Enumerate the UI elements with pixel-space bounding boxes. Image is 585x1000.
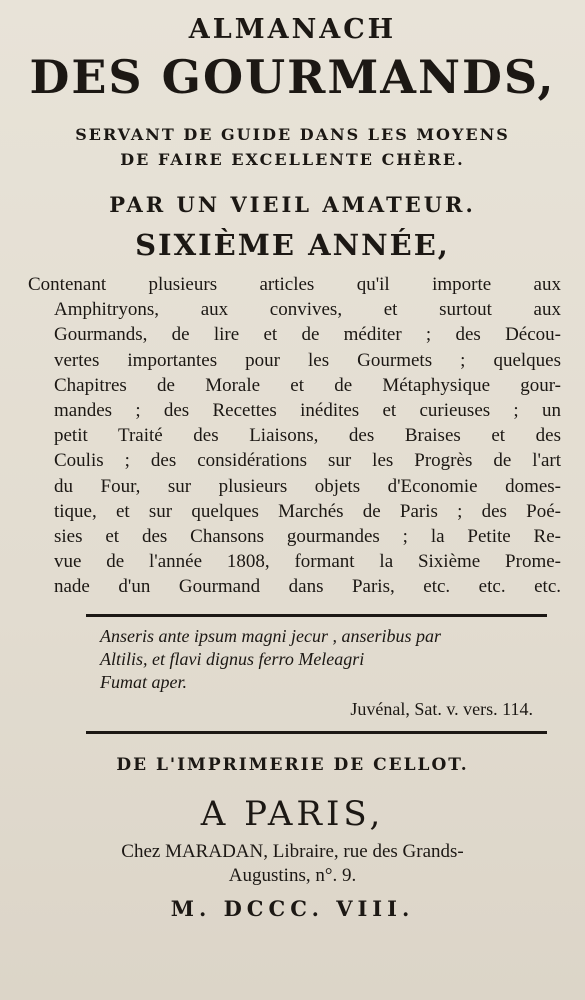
publication-date: M. DCCC. VIII.: [170, 895, 415, 921]
description-line: Contenant plusieurs articles qu'il importe aux: [28, 274, 561, 295]
author-line: PAR UN VIEIL AMATEUR.: [109, 192, 476, 217]
title-line-1: ALMANACH: [188, 14, 397, 45]
description-line: du Four, sur plusieurs objets d'Economie domes-: [54, 475, 561, 497]
subtitle-line: DE FAIRE EXCELLENTE CHÈRE.: [120, 150, 465, 169]
title-line-2: DES GOURMANDS,: [29, 50, 556, 104]
description-line: Gourmands, de lire et de méditer ; des Décou-: [54, 324, 561, 346]
place-line: A PARIS,: [200, 793, 385, 834]
description-line: Chapitres de Morale et de Métaphysique gour-: [54, 374, 561, 396]
epigraph: [20, 617, 565, 721]
description-line: vertes importantes pour les Gourmets ; quelques: [54, 349, 561, 371]
epigraph-citation: Juvénal, Sat. v. vers. 114.: [350, 698, 533, 719]
bookseller-address: [20, 840, 565, 888]
edition-line: SIXIÈME ANNÉE,: [135, 228, 450, 262]
description-line: petit Traité des Liaisons, des Braises et des: [54, 425, 561, 447]
epigraph-line: Altilis, et flavi dignus ferro Meleagri: [100, 648, 365, 669]
description-line: vue de l'année 1808, formant la Sixième Prome-: [54, 551, 561, 573]
subtitle: [20, 122, 565, 172]
description-line: sies et des Chansons gourmandes ; la Petite Re-: [54, 526, 561, 548]
description-line: Coulis ; des considérations sur les Progrès de l'art: [54, 450, 561, 472]
epigraph-line: Anseris ante ipsum magni jecur , anseribus par: [100, 625, 441, 646]
description-paragraph: [20, 272, 565, 600]
description-line: mandes ; des Recettes inédites et curieuses ; un: [54, 400, 561, 422]
description-line: nade d'un Gourmand dans Paris, etc. etc. etc.: [54, 576, 561, 598]
subtitle-line: SERVANT DE GUIDE DANS LES MOYENS: [75, 125, 510, 144]
description-line: Amphitryons, aux convives, et surtout aux: [54, 299, 561, 321]
description-line: tique, et sur quelques Marchés de Paris ; des Poé-: [54, 500, 561, 522]
bookseller-line: Chez MARADAN, Libraire, rue des Grands-: [121, 840, 464, 862]
epigraph-line: Fumat aper.: [100, 671, 187, 692]
printer-line: DE L'IMPRIMERIE DE CELLOT.: [116, 754, 469, 775]
bookseller-line: Augustins, n°. 9.: [228, 864, 357, 886]
divider-rule: [86, 731, 547, 734]
